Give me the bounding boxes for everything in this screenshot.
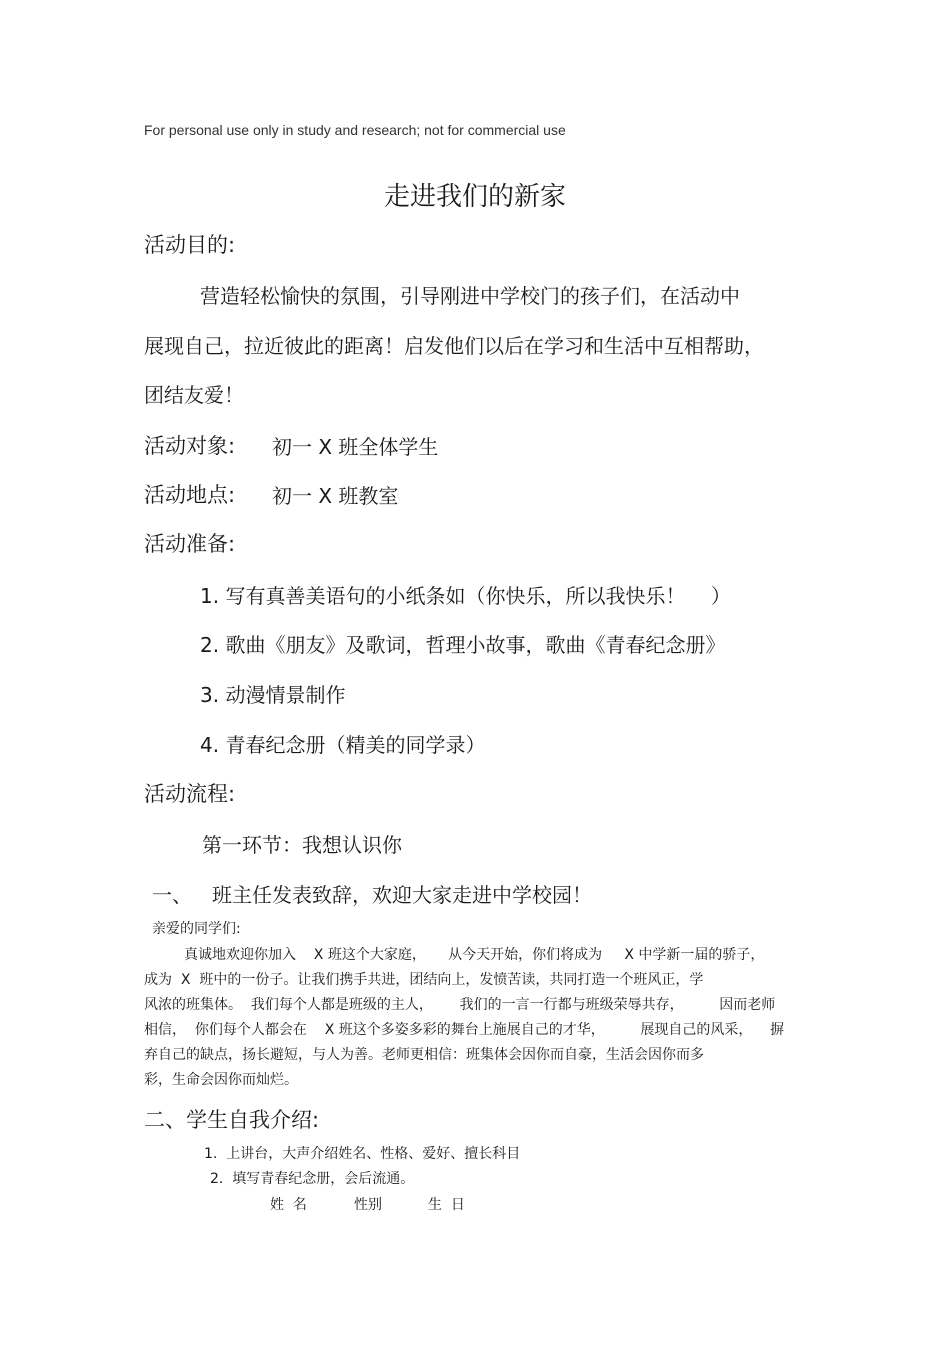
- header-note: For personal use only in study and research; not for commercial use: [144, 122, 566, 138]
- target-heading: 活动对象:: [144, 434, 236, 458]
- speech-line-1: 真诚地欢迎你加入 X 班这个大家庭， 从今天开始，你们将成为 X 中学新一届的骄子，: [184, 947, 765, 963]
- speech-line-3: 风浓的班集体。 我们每个人都是班级的主人， 我们的一言一行都与班级荣辱共存， 因而老师: [144, 997, 776, 1013]
- purpose-heading: 活动目的:: [144, 233, 236, 257]
- speech-line-4: 相信， 你们每个人都会在 X 班这个多姿多彩的舞台上施展自己的才华， 展现自己的风采， 摒: [144, 1022, 785, 1038]
- purpose-line-2: 展现自己，拉近彼此的距离！启发他们以后在学习和生活中互相帮助，: [144, 334, 764, 358]
- purpose-line-1: 营造轻松愉快的氛围，引导刚进中学校门的孩子们，在活动中: [200, 284, 740, 308]
- prep-item-3: 3. 动漫情景制作: [200, 683, 346, 707]
- page-title: 走进我们的新家: [383, 182, 566, 212]
- prep-item-4: 4. 青春纪念册（精美的同学录）: [200, 733, 486, 757]
- table-header-birthday: 生 日: [428, 1197, 465, 1213]
- speech-greeting: 亲爱的同学们:: [152, 921, 241, 937]
- section-1-title: 第一环节：我想认识你: [202, 833, 402, 857]
- table-header-gender: 性别: [354, 1197, 382, 1213]
- table-header-name: 姓 名: [270, 1197, 307, 1213]
- part-2-item-1: 1. 上讲台，大声介绍姓名、性格、爱好、擅长科目: [204, 1146, 521, 1162]
- prep-item-2: 2. 歌曲《朋友》及歌词，哲理小故事，歌曲《青春纪念册》: [200, 633, 726, 657]
- part-2-heading: 二、学生自我介绍:: [144, 1108, 320, 1132]
- part-1-text: 班主任发表致辞，欢迎大家走进中学校园！: [212, 883, 592, 907]
- location-value: 初一 X 班教室: [272, 484, 399, 508]
- speech-line-6: 彩，生命会因你而灿烂。: [144, 1072, 298, 1088]
- speech-line-5: 弃自己的缺点，扬长避短，与人为善。老师更相信：班集体会因你而自豪，生活会因你而多: [144, 1047, 704, 1063]
- location-heading: 活动地点:: [144, 483, 236, 507]
- process-heading: 活动流程:: [144, 782, 236, 806]
- purpose-line-3: 团结友爱！: [144, 383, 244, 407]
- part-1-number: 一、: [152, 883, 192, 907]
- prep-heading: 活动准备:: [144, 532, 236, 556]
- prep-item-1: 1. 写有真善美语句的小纸条如（你快乐，所以我快乐！ ）: [200, 584, 731, 608]
- part-2-item-2: 2. 填写青春纪念册，会后流通。: [210, 1171, 415, 1187]
- target-value: 初一 X 班全体学生: [272, 435, 439, 459]
- speech-line-2: 成为 X 班中的一份子。让我们携手共进，团结向上，发愤苦读，共同打造一个班风正，学: [144, 972, 704, 988]
